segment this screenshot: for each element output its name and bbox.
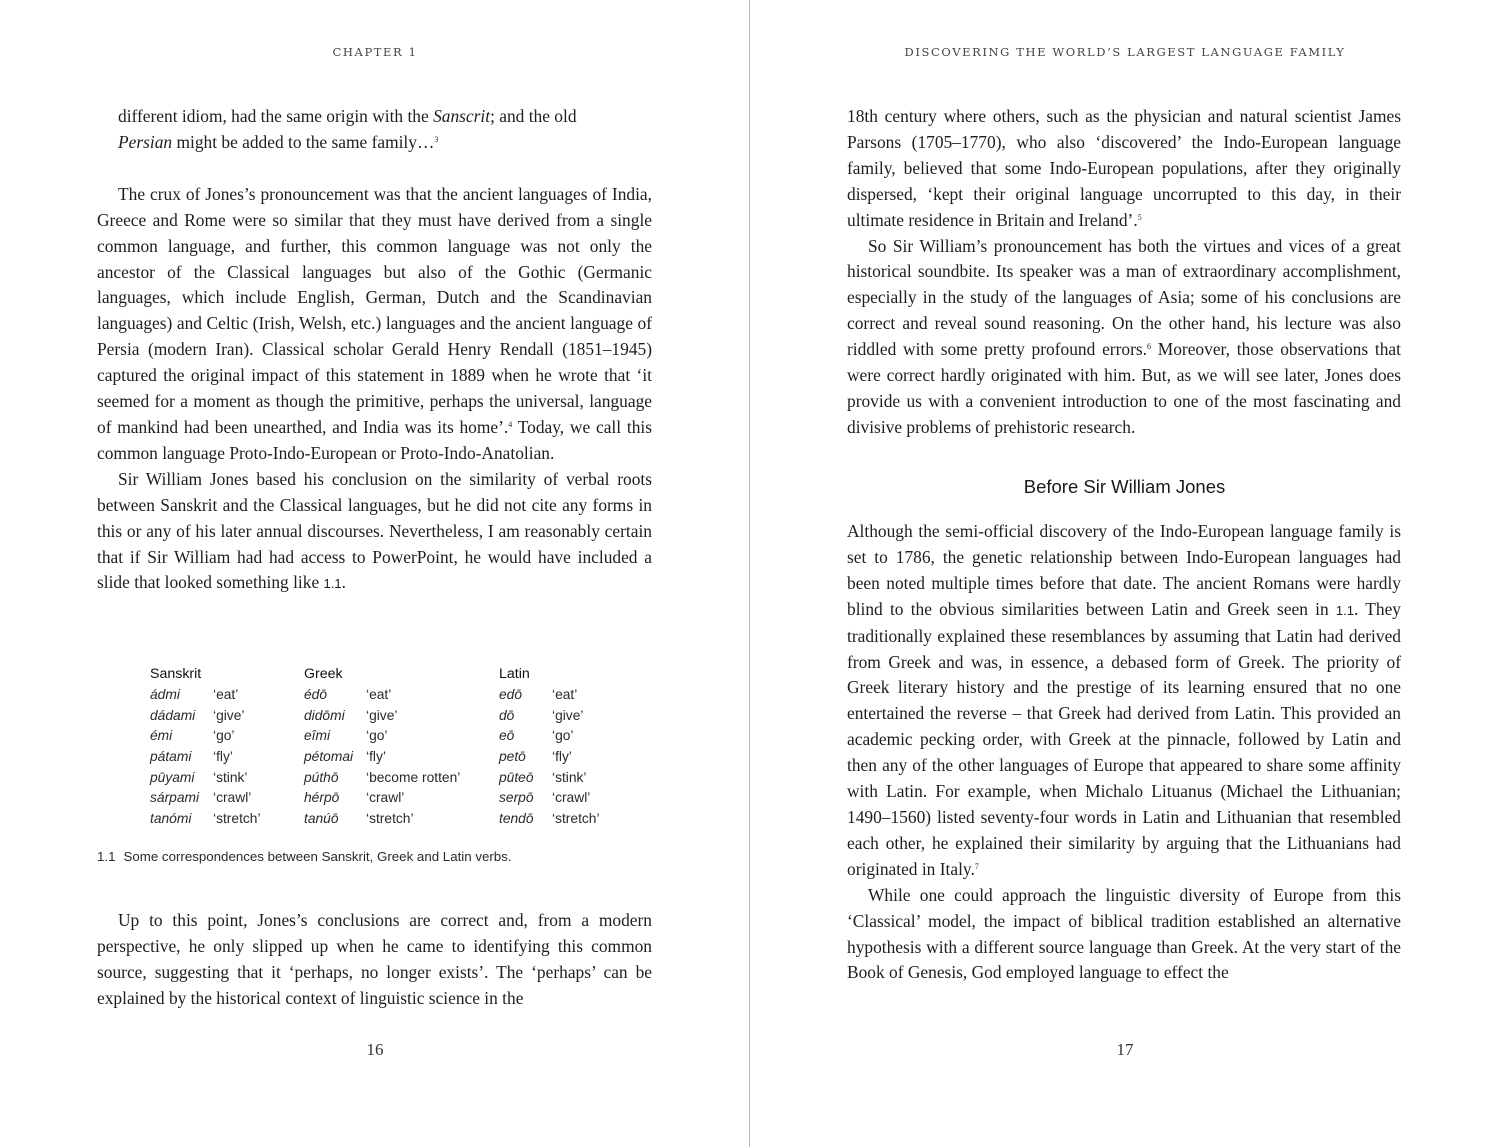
word: sárpami: [150, 790, 200, 806]
footnote-marker: 3: [434, 134, 439, 144]
gloss: ‘give’: [366, 707, 398, 723]
quote-text: ; and the old: [490, 106, 577, 126]
column-greek: [304, 664, 460, 830]
word: púthō: [304, 769, 339, 785]
right-page: [750, 0, 1500, 1147]
gloss: ‘go’: [552, 728, 574, 744]
paragraph-text: Although the semi-official discovery of the Indo-European language family is set to 1786, the genetic relationship between Indo-European languages had been noted multiple times before that date. The ancient Romans were hardly blind to the obvious similarities between Latin and Greek seen in: [847, 521, 1401, 619]
word: tanúō: [304, 811, 339, 827]
paragraph: [847, 519, 1401, 883]
word: hérpō: [304, 790, 340, 806]
figure-caption: [97, 849, 512, 864]
gloss: ‘eat’: [366, 687, 392, 702]
footnote-marker: 6: [1146, 342, 1151, 352]
section-heading: Before Sir William Jones: [1023, 476, 1226, 497]
caption-number: 1.1: [97, 849, 116, 864]
caption-text: Some correspondences between Sanskrit, Greek and Latin verbs.: [123, 849, 512, 864]
table-row: [304, 809, 460, 830]
paragraph-text: Moreover, those observations that were correct hardly originated with him. But, as we will see later, Jones does provide us with a convenient introduction to one of the most fascinating and divisive problems of prehistoric research.: [847, 339, 1401, 437]
paragraph-text: So Sir William’s pronouncement has both the virtues and vices of a great historical soundbite. Its speaker was a man of extraordinary accomplishment, especially in the study of the languages of Asia; some of his conclusions are correct and reveal sound reasoning. On the other hand, his lecture was also riddled with some pretty profound errors.: [847, 235, 1401, 360]
word: pūyami: [150, 769, 195, 785]
word: edō: [499, 687, 523, 702]
word: édō: [304, 687, 328, 702]
gloss: ‘eat’: [552, 687, 578, 702]
paragraph: [847, 234, 1401, 441]
table-row: [499, 788, 600, 809]
paragraph: [97, 182, 652, 467]
footnote-marker: 5: [1137, 212, 1142, 222]
table-row: [304, 747, 460, 768]
quote-text: different idiom, had the same origin with the: [118, 106, 434, 126]
column-latin: [499, 664, 600, 830]
paragraph-text: 18th century where others, such as the physician and natural scientist James Parsons (1705–1770), who also ‘discovered’ the Indo-European language family, believed that some Indo-European populations, after they originally dispersed, ‘kept their original language uncorrupted to this day, in their ultimate residence in Britain and Ireland’.: [847, 106, 1401, 230]
text-block-top: [847, 104, 1401, 441]
footnote-marker: 4: [508, 419, 513, 429]
paragraph: Up to this point, Jones’s conclusions are correct and, from a modern perspective, he only slipped up when he came to identifying this common source, suggesting that it ‘perhaps, no longer exists’. The ‘perhaps’ can be explained by the historical context of linguistic science in the: [97, 910, 652, 1008]
word: didōmi: [304, 707, 345, 723]
gloss: ‘go’: [213, 728, 235, 744]
table-row: [499, 747, 600, 768]
quote-text: might be added to the same family…: [172, 131, 435, 152]
paragraph-text: Sir William Jones based his conclusion on the similarity of verbal roots between Sanskrit and the Classical languages, but he did not cite any forms in this or any of his later annual discourses. Nevertheless, I am reasonably certain that if Sir William had had access to PowerPoint, he would have included a slide that looked something like: [97, 468, 652, 593]
word: pátami: [150, 749, 192, 765]
gloss: ‘stretch’: [213, 811, 261, 827]
gloss: ‘give’: [213, 707, 245, 723]
word: dádami: [150, 707, 196, 723]
column-header: Greek: [304, 666, 343, 682]
text-block-bottom: [847, 519, 1401, 986]
word: eîmi: [304, 728, 331, 744]
table-row: [304, 726, 460, 747]
word: dō: [499, 707, 515, 723]
gloss: ‘fly’: [552, 749, 572, 765]
word: tendō: [499, 811, 534, 827]
gloss: ‘stink’: [213, 769, 248, 785]
gloss: ‘crawl’: [366, 790, 405, 806]
gloss: ‘go’: [366, 728, 388, 744]
quote-italic: Sanscrit: [433, 106, 491, 126]
quote-line: [97, 130, 652, 156]
table-row: [499, 809, 600, 830]
gloss: ‘fly’: [213, 749, 233, 765]
table-row: [304, 788, 460, 809]
footnote-marker: 7: [974, 861, 979, 871]
running-head: DISCOVERING THE WORLD’S LARGEST LANGUAGE FAMILY: [904, 45, 1346, 59]
word: tanómi: [150, 811, 192, 827]
gloss: ‘stretch’: [552, 811, 600, 827]
gloss: ‘stretch’: [366, 811, 414, 827]
word: pétomai: [304, 749, 354, 765]
gloss: ‘crawl’: [552, 790, 591, 806]
table-row: [150, 809, 261, 830]
page-number: 16: [366, 1040, 384, 1059]
gloss: ‘become rotten’: [366, 769, 461, 785]
table-row: [499, 685, 600, 706]
table-row: [150, 726, 261, 747]
gloss: ‘eat’: [213, 687, 239, 702]
gloss: ‘stink’: [552, 769, 587, 785]
gloss: ‘give’: [552, 707, 584, 723]
word: serpō: [499, 790, 534, 806]
paragraph-text: . They traditionally explained these resemblances by assuming that Latin had derived from Greek and was, in essence, a debased form of Greek. The priority of Greek literary history and the prestige of its learning ensured that no one entertained the reverse – that Greek had derived from Latin. This provided an academic pecking order, with Greek at the pinnacle, followed by Latin and then any of the other languages of Europe that appeared to share some affinity with Latin. For example, when Michalo Lituanus (Michael the Lithuanian; 1490–1560) listed seventy-four words in Latin and Lithuanian that resembled each other, he explained their similarity by arguing that the Lithuanians had originated in Italy.: [847, 598, 1401, 879]
table-row: [304, 685, 460, 706]
paragraph-text: Today, we call this common language Proto-Indo-European or Proto-Indo-Anatolian.: [97, 416, 652, 463]
table-row: [499, 768, 600, 789]
word: pūteō: [499, 769, 534, 785]
column-header: Sanskrit: [150, 666, 202, 682]
paragraph: [97, 467, 652, 598]
word: ádmi: [150, 687, 180, 702]
table-row: [150, 706, 261, 727]
table-row: [304, 768, 460, 789]
paragraph: While one could approach the linguistic diversity of Europe from this ‘Classical’ model, the impact of biblical tradition established an alternative hypothesis with a different source language than Greek. At the very start of the Book of Genesis, God employed language to effect the: [847, 884, 1401, 983]
gloss: ‘crawl’: [213, 790, 252, 806]
page-number: 17: [1116, 1040, 1134, 1059]
quote-line: [97, 104, 652, 130]
column-header: Latin: [499, 666, 530, 682]
word: eō: [499, 728, 515, 744]
text-block-bottom: [97, 908, 652, 1012]
word: petō: [499, 749, 526, 765]
word: émi: [150, 728, 173, 744]
table-row: [499, 726, 600, 747]
running-head: CHAPTER 1: [332, 45, 418, 59]
quote-italic: Persian: [118, 131, 173, 152]
figure-reference: 1.1: [1335, 602, 1354, 618]
paragraph-text: .: [341, 572, 346, 593]
table-row: [150, 768, 261, 789]
text-block-top: [97, 104, 652, 597]
gloss: ‘fly’: [366, 749, 386, 765]
table-row: [304, 706, 460, 727]
left-page: [0, 0, 749, 1147]
table-row: [499, 706, 600, 727]
column-sanskrit: [150, 664, 261, 830]
paragraph: [847, 104, 1401, 234]
table-row: [150, 788, 261, 809]
table-row: [150, 747, 261, 768]
paragraph-text: The crux of Jones’s pronouncement was that the ancient languages of India, Greece and Rome were so similar that they must have derived from a single common language, and further, this common language was not only the ancestor of the Classical languages but also of the Gothic (Germanic languages, which include English, German, Dutch and the Scandinavian languages) and Celtic (Irish, Welsh, etc.) languages and the ancient language of Persia (modern Iran). Classical scholar Gerald Henry Rendall (1851–1945) captured the original impact of this statement in 1889 when he wrote that ‘it seemed for a moment as though the primitive, perhaps the universal, language of mankind had been unearthed, and India was its home’.: [97, 183, 652, 437]
figure-reference: 1.1: [323, 576, 342, 592]
table-row: [150, 685, 261, 706]
